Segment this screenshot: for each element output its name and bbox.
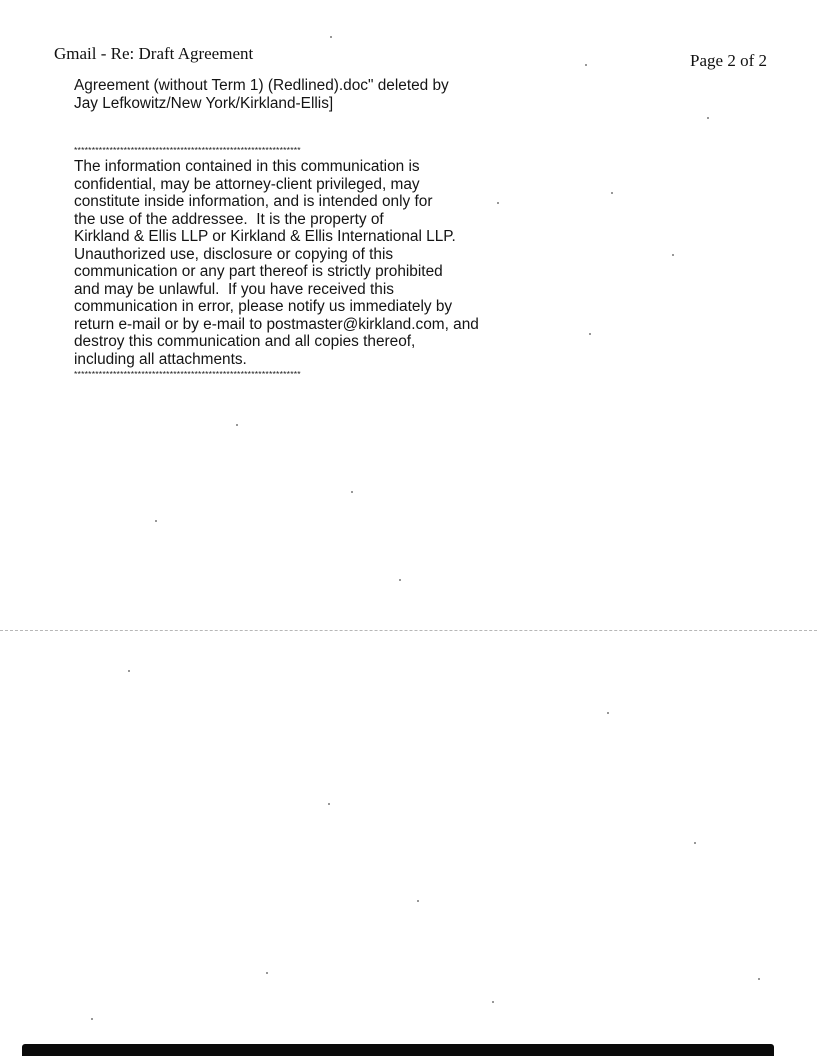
scan-speck	[694, 842, 696, 844]
scan-speck	[91, 1018, 93, 1020]
scan-speck	[351, 491, 353, 493]
scan-speck	[330, 36, 332, 38]
disclaimer-line: return e-mail or by e-mail to postmaster@kirkland.com, and	[74, 315, 479, 333]
scan-speck	[236, 424, 238, 426]
email-body	[74, 77, 554, 379]
scan-speck	[611, 192, 613, 194]
scan-speck	[266, 972, 268, 974]
disclaimer-line: communication or any part thereof is strictly prohibited	[74, 263, 443, 280]
scan-speck	[155, 520, 157, 522]
scan-speck	[128, 670, 130, 672]
scan-speck	[672, 254, 674, 256]
disclaimer-line: Unauthorized use, disclosure or copying of this	[74, 245, 394, 263]
body-line: Jay Lefkowitz/New York/Kirkland-Ellis]	[74, 94, 334, 112]
disclaimer-line: The information contained in this communication is	[74, 158, 420, 175]
disclaimer-line: confidential, may be attorney-client privileged, may	[74, 175, 420, 193]
scan-speck	[497, 202, 499, 204]
scan-speck	[492, 1001, 494, 1003]
separator-top: ****************************************************************	[74, 145, 301, 155]
page-number: Page 2 of 2	[690, 51, 767, 70]
scan-speck	[707, 117, 709, 119]
disclaimer-line: the use of the addressee. It is the property of	[74, 210, 384, 228]
scan-speck	[417, 900, 419, 902]
separator-bottom: ****************************************************************	[74, 369, 301, 379]
scan-speck	[399, 579, 401, 581]
scan-speck	[758, 978, 760, 980]
scan-speck	[328, 803, 330, 805]
disclaimer-line: Kirkland & Ellis LLP or Kirkland & Ellis International LLP.	[74, 228, 456, 245]
scan-speck	[607, 712, 609, 714]
scan-speck	[585, 64, 587, 66]
disclaimer-line: constitute inside information, and is intended only for	[74, 193, 433, 210]
scan-bottom-edge	[22, 1044, 774, 1056]
body-line: Agreement (without Term 1) (Redlined).doc" deleted by	[74, 77, 449, 94]
disclaimer-line: destroy this communication and all copies thereof,	[74, 333, 416, 350]
disclaimer-line: and may be unlawful. If you have received this	[74, 280, 394, 298]
scan-speck	[589, 333, 591, 335]
scan-fold-line	[0, 630, 817, 631]
disclaimer-line: including all attachments.	[74, 350, 247, 368]
page-header-title: Gmail - Re: Draft Agreement	[54, 44, 254, 63]
disclaimer-line: communication in error, please notify us immediately by	[74, 298, 453, 315]
